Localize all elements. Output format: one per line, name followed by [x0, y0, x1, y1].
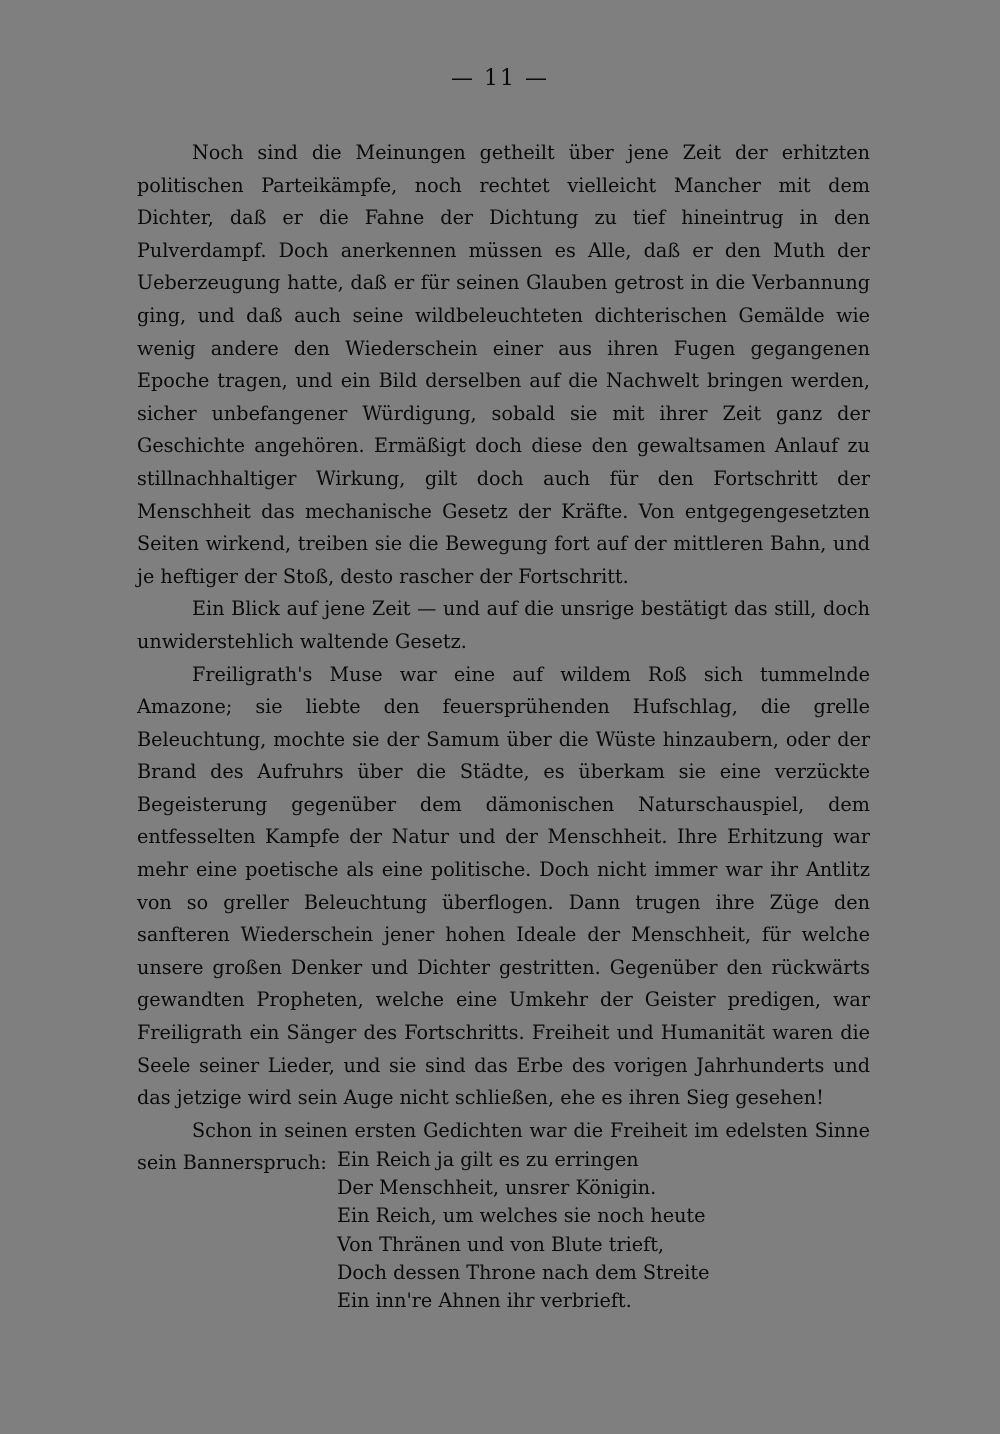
- verse-line: Ein inn're Ahnen ihr verbrieft.: [337, 1289, 632, 1313]
- paragraph: Schon in seinen ersten Gedichten war die Freiheit im edelsten Sinne sein Bannerspruch:: [137, 1118, 870, 1175]
- paragraph: Freiligrath's Muse war eine auf wildem Roß sich tummelnde Amazone; sie liebte den feuersprühenden Hufschlag, die grelle Beleuchtung, mochte sie der Samum über die Wüste hinzaubern, oder der Brand des Aufruhrs über die Städte, es überkam sie eine verzückte Begeisterung gegenüber dem dämonischen Naturschauspiel, dem entfesselten Kampfe der Natur und der Menschheit. Ihre Erhitzung war mehr eine poetische als eine politische. Doch nicht immer war ihr Antlitz von so greller Beleuchtung überflogen. Dann trugen ihre Züge den sanfteren Wiederschein jener hohen Ideale der Menschheit, für welche unsere großen Denker und Dichter gestritten. Gegenüber den rückwärts gewandten Propheten, welche eine Umkehr der Geister predigen, war Freiligrath ein Sänger des Fortschritts. Freiheit und Humanität waren die Seele seiner Lieder, und sie sind das Erbe des vorigen Jahrhunderts und das jetzige wird sein Auge nicht schließen, ehe es ihren Sieg gesehen!: [137, 662, 870, 1110]
- verse-line: Von Thränen und von Blute trieft,: [337, 1232, 665, 1256]
- verse-line: Ein Reich ja gilt es zu erringen: [337, 1148, 639, 1171]
- verse-line: Ein Reich, um welches sie noch heute: [337, 1204, 706, 1228]
- verse-line: Der Menschheit, unsrer Königin.: [337, 1176, 657, 1200]
- body-text: [137, 137, 870, 1180]
- paragraph: Ein Blick auf jene Zeit — und auf die unsrige bestätigt das still, doch unwiderstehlich waltende Gesetz.: [137, 597, 870, 653]
- verse-block: [337, 1146, 710, 1315]
- page-number: — 11 —: [451, 66, 549, 91]
- verse-line: Doch dessen Throne nach dem Streite: [337, 1260, 710, 1284]
- paragraph: Noch sind die Meinungen getheilt über jene Zeit der erhitzten politischen Parteikämpfe, noch rechtet vielleicht Mancher mit dem Dichter, daß er die Fahne der Dichtung zu tief hineintrug in den Pulverdampf. Doch anerkennen müssen es Alle, daß er den Muth der Ueberzeugung hatte, daß er für seinen Glauben getrost in die Verbannung ging, und daß auch seine wildbeleuchteten dichterischen Gemälde wie wenig andere den Wiederschein einer aus ihren Fugen gegangenen Epoche tragen, und ein Bild derselben auf die Nachwelt bringen werden, sicher unbefangener Würdigung, sobald sie mit ihrer Zeit ganz der Geschichte angehören. Ermäßigt doch diese den gewaltsamen Anlauf zu stillnachhaltiger Wirkung, gilt doch auch für den Fortschritt der Menschheit das mechanische Gesetz der Kräfte. Von entgegengesetzten Seiten wirkend, treiben sie die Bewegung fort auf der mittleren Bahn, und je heftiger der Stoß, desto rascher der Fortschritt.: [137, 141, 870, 588]
